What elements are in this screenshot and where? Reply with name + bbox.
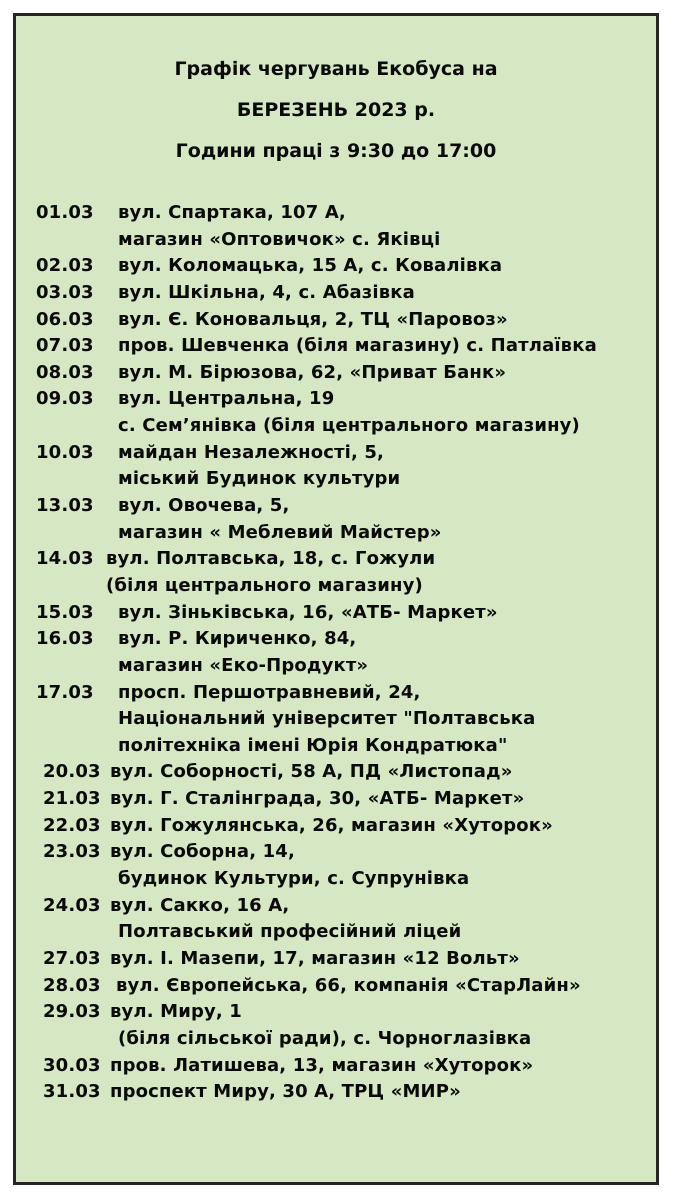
schedule-entry [16, 307, 656, 334]
schedule-date: 01.03 [36, 202, 94, 223]
schedule-date: 03.03 [36, 281, 94, 303]
schedule-date: 14.03 [36, 548, 94, 570]
schedule-location: політехніка імені Юрія Кондратюка" [118, 734, 508, 756]
schedule-line [16, 600, 656, 627]
schedule-location: вул. Коломацька, 15 А, с. Ковалівка [118, 255, 503, 277]
poster-title: Графік чергувань Екобуса на [174, 58, 498, 80]
schedule-entry [16, 493, 656, 546]
schedule-entry [16, 946, 656, 973]
schedule-entry [16, 333, 656, 360]
schedule-list [16, 200, 656, 1106]
schedule-line [16, 866, 656, 893]
schedule-entry [16, 786, 656, 813]
schedule-location: Національний університет "Полтавська [118, 708, 536, 730]
schedule-location: Полтавський професійний ліцей [118, 921, 462, 943]
schedule-location: (біля сільської ради), с. Чорноглазівка [118, 1027, 532, 1049]
schedule-date: 31.03 [43, 1081, 101, 1103]
schedule-line [16, 733, 656, 760]
schedule-line [16, 493, 656, 520]
schedule-line [16, 973, 656, 1000]
schedule-entry [16, 200, 656, 253]
schedule-location: магазин «Оптовичок» с. Яківці [118, 228, 441, 250]
schedule-entry [16, 973, 656, 1000]
schedule-date: 07.03 [36, 335, 94, 357]
schedule-line [16, 360, 656, 387]
schedule-entry [16, 360, 656, 387]
schedule-line [16, 813, 656, 840]
schedule-date: 30.03 [43, 1054, 101, 1076]
schedule-line [16, 413, 656, 440]
schedule-location: вул. Миру, 1 [110, 1001, 242, 1023]
schedule-line [16, 893, 656, 920]
schedule-line [16, 520, 656, 547]
schedule-line [16, 786, 656, 813]
schedule-entry [16, 280, 656, 307]
schedule-line [16, 1053, 656, 1080]
schedule-location: вул. Овочева, 5, [118, 495, 290, 517]
schedule-line [16, 653, 656, 680]
schedule-location: вул. Полтавська, 18, с. Гожули [106, 548, 436, 570]
schedule-location: просп. Першотравневий, 24, [118, 681, 421, 703]
poster-month: БЕРЕЗЕНЬ 2023 р. [236, 99, 436, 121]
schedule-line [16, 466, 656, 493]
schedule-entry [16, 386, 656, 439]
schedule-line [16, 680, 656, 707]
schedule-date: 21.03 [43, 788, 101, 810]
schedule-date: 08.03 [36, 361, 94, 383]
schedule-line [16, 706, 656, 733]
schedule-date: 17.03 [36, 681, 94, 703]
schedule-entry [16, 893, 656, 946]
schedule-poster [13, 13, 659, 1185]
schedule-location: вул. Соборна, 14, [110, 841, 295, 863]
schedule-line [16, 253, 656, 280]
schedule-location: проспект Миру, 30 А, ТРЦ «МИР» [110, 1081, 461, 1103]
schedule-date: 02.03 [36, 255, 94, 277]
schedule-date: 16.03 [36, 628, 94, 650]
schedule-location: вул. Є. Коновальця, 2, ТЦ «Паровоз» [118, 308, 508, 330]
schedule-date: 28.03 [43, 974, 101, 996]
working-hours: Години праці з 9:30 до 17:00 [175, 140, 497, 162]
schedule-location: магазин « Меблевий Майстер» [118, 521, 442, 543]
schedule-date: 20.03 [43, 761, 101, 783]
schedule-entry [16, 1079, 656, 1106]
schedule-date: 15.03 [36, 601, 94, 623]
schedule-date: 22.03 [43, 814, 101, 836]
schedule-location: вул. Соборності, 58 А, ПД «Листопад» [110, 761, 513, 783]
schedule-entry [16, 600, 656, 627]
schedule-date: 10.03 [36, 441, 94, 463]
schedule-line [16, 946, 656, 973]
schedule-line [16, 227, 656, 254]
schedule-location: вул. Центральна, 19 [118, 388, 335, 410]
schedule-date: 09.03 [36, 388, 94, 410]
schedule-line [16, 200, 656, 227]
schedule-date: 29.03 [43, 1001, 101, 1023]
schedule-line [16, 999, 656, 1026]
schedule-line [16, 759, 656, 786]
schedule-entry [16, 546, 656, 599]
schedule-entry [16, 999, 656, 1052]
schedule-location: вул. Спартака, 107 А, [118, 202, 346, 223]
schedule-location: майдан Незалежності, 5, [118, 441, 385, 463]
schedule-line [16, 573, 656, 600]
schedule-entry [16, 440, 656, 493]
schedule-date: 13.03 [36, 495, 94, 517]
schedule-line [16, 1026, 656, 1053]
schedule-line [16, 307, 656, 334]
schedule-location: с. Сем’янівка (біля центрального магазину) [118, 415, 580, 437]
schedule-date: 23.03 [43, 841, 101, 863]
poster-header [16, 56, 656, 179]
schedule-line [16, 280, 656, 307]
schedule-location: вул. Шкільна, 4, с. Абазівка [118, 281, 415, 303]
schedule-line [16, 546, 656, 573]
schedule-entry [16, 626, 656, 679]
schedule-line [16, 839, 656, 866]
schedule-location: міський Будинок культури [118, 468, 401, 490]
schedule-location: (біля центрального магазину) [106, 574, 423, 596]
schedule-line [16, 440, 656, 467]
schedule-entry [16, 759, 656, 786]
schedule-line [16, 1079, 656, 1106]
schedule-line [16, 386, 656, 413]
schedule-line [16, 333, 656, 360]
schedule-date: 24.03 [43, 894, 101, 916]
schedule-location: пров. Шевченка (біля магазину) с. Патлаївка [118, 335, 597, 357]
schedule-location: вул. І. Мазепи, 17, магазин «12 Вольт» [110, 947, 520, 969]
schedule-entry [16, 1053, 656, 1080]
schedule-date: 06.03 [36, 308, 94, 330]
schedule-location: вул. Гожулянська, 26, магазин «Хуторок» [110, 814, 553, 836]
schedule-entry [16, 839, 656, 892]
schedule-date: 27.03 [43, 947, 101, 969]
schedule-line [16, 919, 656, 946]
schedule-location: вул. Сакко, 16 А, [110, 894, 290, 916]
schedule-line [16, 626, 656, 653]
schedule-location: вул. Р. Кириченко, 84, [118, 628, 357, 650]
schedule-location: вул. Європейська, 66, компанія «СтарЛайн» [116, 974, 581, 996]
schedule-location: вул. Зіньківська, 16, «АТБ- Маркет» [118, 601, 498, 623]
schedule-location: пров. Латишева, 13, магазин «Хуторок» [110, 1054, 534, 1076]
schedule-location: вул. М. Бірюзова, 62, «Приват Банк» [118, 361, 507, 383]
schedule-entry [16, 813, 656, 840]
schedule-location: будинок Культури, с. Супрунівка [118, 868, 470, 890]
schedule-location: магазин «Еко-Продукт» [118, 654, 369, 676]
schedule-entry [16, 253, 656, 280]
schedule-location: вул. Г. Сталінграда, 30, «АТБ- Маркет» [110, 788, 525, 810]
schedule-entry [16, 680, 656, 760]
